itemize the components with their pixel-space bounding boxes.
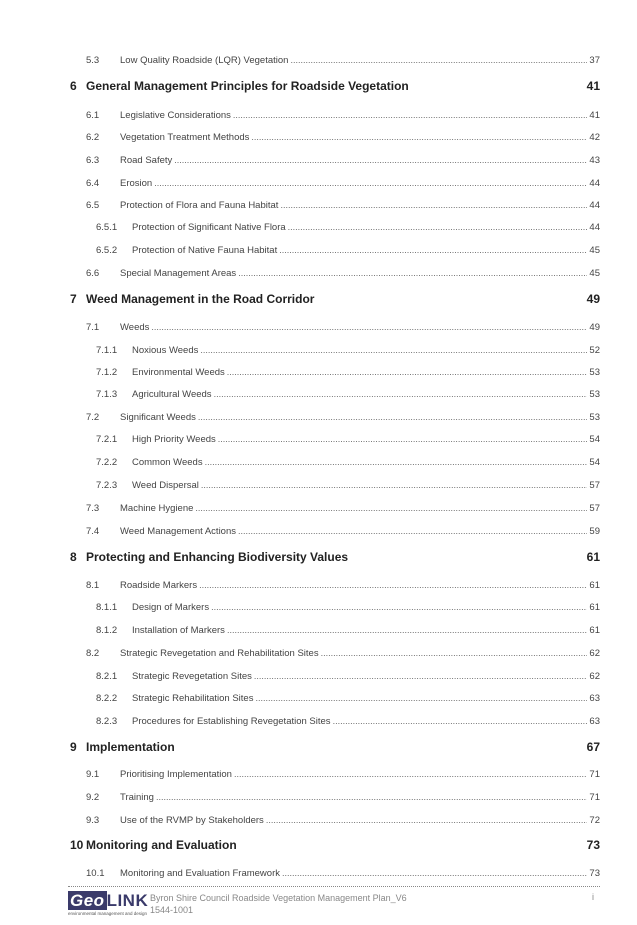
toc-entry-level1 <box>70 79 600 93</box>
toc-entry-page: 62 <box>589 648 600 659</box>
toc-dot-leader <box>154 178 587 188</box>
toc-entry-level2 <box>70 132 600 143</box>
toc-entry-page: 73 <box>586 838 600 852</box>
toc-entry-page: 63 <box>589 693 600 704</box>
toc-entry-title: Road Safety <box>120 155 173 166</box>
toc-entry-title: Significant Weeds <box>120 412 196 423</box>
toc-entry-level2 <box>70 55 600 66</box>
toc-entry-title: Weed Dispersal <box>132 480 199 491</box>
toc-entry-number: 8.1.1 <box>96 602 118 613</box>
toc-entry-page: 45 <box>589 245 600 256</box>
toc-entry-level2 <box>70 503 600 514</box>
logo-geo: Geo <box>70 891 105 910</box>
toc-entry-page: 54 <box>589 457 600 468</box>
toc-entry-page: 44 <box>589 222 600 233</box>
toc-dot-leader <box>288 222 588 232</box>
toc-entry-title: Special Management Areas <box>120 268 237 279</box>
toc-entry-page: 37 <box>589 55 600 66</box>
toc-dot-leader <box>290 55 587 65</box>
toc-entry-number: 9.1 <box>86 769 100 780</box>
toc-entry-page: 63 <box>589 716 600 727</box>
toc-entry-title: Design of Markers <box>132 602 210 613</box>
toc-dot-leader <box>255 693 587 703</box>
toc-entry-number: 8.2.2 <box>96 693 118 704</box>
toc-entry-page: 57 <box>589 480 600 491</box>
toc-entry-number: 6.1 <box>86 110 100 121</box>
toc-entry-level2 <box>70 178 600 189</box>
toc-dot-leader <box>280 200 587 210</box>
toc-entry-title: Erosion <box>120 178 153 189</box>
toc-dot-leader <box>199 580 587 590</box>
toc-dot-leader <box>200 345 587 355</box>
toc-entry-level3 <box>70 389 600 400</box>
toc-dot-leader <box>254 671 588 681</box>
toc-entry-number: 8 <box>70 550 77 564</box>
toc-entry-number: 7.1.1 <box>96 345 118 356</box>
toc-entry-level1 <box>70 550 600 564</box>
toc-entry-level3 <box>70 457 600 468</box>
toc-entry-level1 <box>70 838 600 852</box>
toc-entry-title: Implementation <box>86 740 175 754</box>
toc-entry-title: Training <box>120 792 154 803</box>
toc-entry-number: 7 <box>70 292 77 306</box>
toc-entry-number: 10 <box>70 838 84 852</box>
toc-entry-title: Weeds <box>120 322 150 333</box>
toc-entry-level3 <box>70 625 600 636</box>
toc-entry-number: 7.1 <box>86 322 100 333</box>
toc-entry-number: 5.3 <box>86 55 100 66</box>
toc-entry-page: 41 <box>586 79 600 93</box>
toc-entry-title: Noxious Weeds <box>132 345 199 356</box>
toc-dot-leader <box>156 792 587 802</box>
toc-entry-number: 8.2.1 <box>96 671 118 682</box>
toc-entry-page: 53 <box>589 412 600 423</box>
toc-entry-number: 7.4 <box>86 526 100 537</box>
toc-entry-level3 <box>70 345 600 356</box>
toc-entry-number: 8.2 <box>86 648 100 659</box>
toc-entry-page: 72 <box>589 815 600 826</box>
toc-entry-number: 7.1.2 <box>96 367 118 378</box>
toc-entry-title: Procedures for Establishing Revegetation Sites <box>132 716 331 727</box>
toc-entry-level3 <box>70 222 600 233</box>
toc-entry-level3 <box>70 480 600 491</box>
toc-entry-number: 6.3 <box>86 155 100 166</box>
toc-dot-leader <box>234 769 587 779</box>
toc-entry-title: Protecting and Enhancing Biodiversity Values <box>86 550 349 564</box>
toc-entry-number: 7.2.2 <box>96 457 118 468</box>
toc-dot-leader <box>333 716 588 726</box>
toc-entry-level2 <box>70 526 600 537</box>
toc-entry-page: 43 <box>589 155 600 166</box>
toc-dot-leader <box>266 815 588 825</box>
toc-entry-title: Installation of Markers <box>132 625 225 636</box>
toc-entry-number: 9 <box>70 740 77 754</box>
toc-entry-number: 6.5.1 <box>96 222 118 233</box>
toc-entry-title: Prioritising Implementation <box>120 769 232 780</box>
toc-dot-leader <box>282 868 587 878</box>
toc-dot-leader <box>195 503 587 513</box>
toc-entry-title: Monitoring and Evaluation Framework <box>120 868 280 879</box>
toc-entry-title: Strategic Revegetation and Rehabilitation Sites <box>120 648 319 659</box>
footer-page-number: i <box>592 892 594 902</box>
footer-document-info <box>150 892 407 916</box>
toc-entry-number: 8.1 <box>86 580 100 591</box>
toc-entry-level1 <box>70 740 600 754</box>
toc-entry-level2 <box>70 648 600 659</box>
toc-entry-title: Protection of Native Fauna Habitat <box>132 245 278 256</box>
geolink-logo <box>68 891 149 917</box>
toc-entry-level2 <box>70 769 600 780</box>
toc-dot-leader <box>279 245 587 255</box>
toc-entry-title: Strategic Rehabilitation Sites <box>132 693 254 704</box>
toc-entry-page: 49 <box>586 292 600 306</box>
toc-entry-title: Common Weeds <box>132 457 203 468</box>
toc-entry-title: Use of the RVMP by Stakeholders <box>120 815 264 826</box>
toc-dot-leader <box>205 457 588 467</box>
logo-wordmark <box>68 891 148 911</box>
toc-entry-level1 <box>70 292 600 306</box>
toc-entry-title: High Priority Weeds <box>132 434 216 445</box>
toc-entry-title: Low Quality Roadside (LQR) Vegetation <box>120 55 289 66</box>
toc-entry-page: 59 <box>589 526 600 537</box>
toc-entry-number: 6.2 <box>86 132 100 143</box>
toc-entry-level2 <box>70 412 600 423</box>
logo-link: LINK <box>106 891 149 910</box>
toc-entry-number: 6.5.2 <box>96 245 118 256</box>
toc-entry-level2 <box>70 155 600 166</box>
toc-entry-page: 44 <box>589 178 600 189</box>
toc-entry-page: 61 <box>589 625 600 636</box>
toc-entry-page: 54 <box>589 434 600 445</box>
toc-entry-title: Weed Management Actions <box>120 526 237 537</box>
toc-dot-leader <box>227 367 588 377</box>
toc-entry-page: 53 <box>589 367 600 378</box>
toc-entry-title: Agricultural Weeds <box>132 389 212 400</box>
toc-entry-number: 6.4 <box>86 178 100 189</box>
toc-entry-title: Machine Hygiene <box>120 503 194 514</box>
toc-entry-page: 61 <box>589 580 600 591</box>
toc-dot-leader <box>198 412 588 422</box>
toc-entry-level2 <box>70 110 600 121</box>
toc-entry-title: Protection of Significant Native Flora <box>132 222 286 233</box>
toc-dot-leader <box>151 322 587 332</box>
toc-entry-number: 9.2 <box>86 792 100 803</box>
toc-entry-number: 7.3 <box>86 503 100 514</box>
toc-entry-title: Roadside Markers <box>120 580 198 591</box>
toc-entry-level3 <box>70 716 600 727</box>
toc-entry-title: Environmental Weeds <box>132 367 225 378</box>
logo-tagline: environmental management and design <box>68 911 148 916</box>
toc-entry-level3 <box>70 602 600 613</box>
toc-entry-title: Protection of Flora and Fauna Habitat <box>120 200 279 211</box>
toc-entry-title: Legislative Considerations <box>120 110 231 121</box>
toc-entry-number: 7.2.3 <box>96 480 118 491</box>
toc-entry-page: 62 <box>589 671 600 682</box>
toc-dot-leader <box>238 526 587 536</box>
toc-entry-number: 7.2 <box>86 412 100 423</box>
toc-dot-leader <box>321 648 588 658</box>
toc-entry-level2 <box>70 580 600 591</box>
toc-entry-level3 <box>70 367 600 378</box>
toc-dot-leader <box>174 155 587 165</box>
toc-entry-number: 8.2.3 <box>96 716 118 727</box>
footer-divider <box>68 886 600 887</box>
toc-entry-level3 <box>70 245 600 256</box>
toc-entry-title: General Management Principles for Roadside Vegetation <box>86 79 409 93</box>
toc-entry-title: Weed Management in the Road Corridor <box>86 292 315 306</box>
toc-dot-leader <box>218 434 588 444</box>
toc-entry-level2 <box>70 815 600 826</box>
toc-entry-level2 <box>70 322 600 333</box>
toc-dot-leader <box>211 602 587 612</box>
toc-entry-page: 61 <box>586 550 600 564</box>
toc-entry-number: 10.1 <box>86 868 105 879</box>
toc-entry-page: 61 <box>589 602 600 613</box>
footer-doc-number: 1544-1001 <box>150 905 194 915</box>
toc-entry-level2 <box>70 268 600 279</box>
toc-entry-page: 49 <box>589 322 600 333</box>
toc-dot-leader <box>227 625 587 635</box>
toc-entry-number: 7.2.1 <box>96 434 118 445</box>
toc-dot-leader <box>251 132 587 142</box>
footer-doc-title: Byron Shire Council Roadside Vegetation Management Plan_V6 <box>150 893 407 903</box>
toc-entry-number: 6 <box>70 79 77 93</box>
toc-entry-number: 9.3 <box>86 815 100 826</box>
toc-entry-level3 <box>70 693 600 704</box>
toc-entry-number: 6.5 <box>86 200 100 211</box>
toc-entry-page: 71 <box>589 792 600 803</box>
toc-entry-page: 45 <box>589 268 600 279</box>
toc-entry-page: 67 <box>586 740 600 754</box>
toc-entry-title: Strategic Revegetation Sites <box>132 671 252 682</box>
toc-dot-leader <box>214 389 588 399</box>
toc-entry-page: 57 <box>589 503 600 514</box>
toc-entry-page: 42 <box>589 132 600 143</box>
toc-entry-level3 <box>70 434 600 445</box>
toc-dot-leader <box>201 480 588 490</box>
toc-dot-leader <box>238 268 587 278</box>
toc-dot-leader <box>233 110 588 120</box>
toc-entry-level2 <box>70 868 600 879</box>
toc-entry-title: Monitoring and Evaluation <box>86 838 237 852</box>
toc-entry-page: 41 <box>589 110 600 121</box>
toc-entry-page: 73 <box>589 868 600 879</box>
toc-entry-number: 7.1.3 <box>96 389 118 400</box>
toc-entry-level2 <box>70 200 600 211</box>
toc-entry-number: 8.1.2 <box>96 625 118 636</box>
toc-entry-level2 <box>70 792 600 803</box>
toc-entry-number: 6.6 <box>86 268 100 279</box>
toc-entry-page: 44 <box>589 200 600 211</box>
toc-entry-page: 71 <box>589 769 600 780</box>
toc-entry-level3 <box>70 671 600 682</box>
toc-entry-page: 52 <box>589 345 600 356</box>
toc-entry-title: Vegetation Treatment Methods <box>120 132 250 143</box>
toc-entry-page: 53 <box>589 389 600 400</box>
